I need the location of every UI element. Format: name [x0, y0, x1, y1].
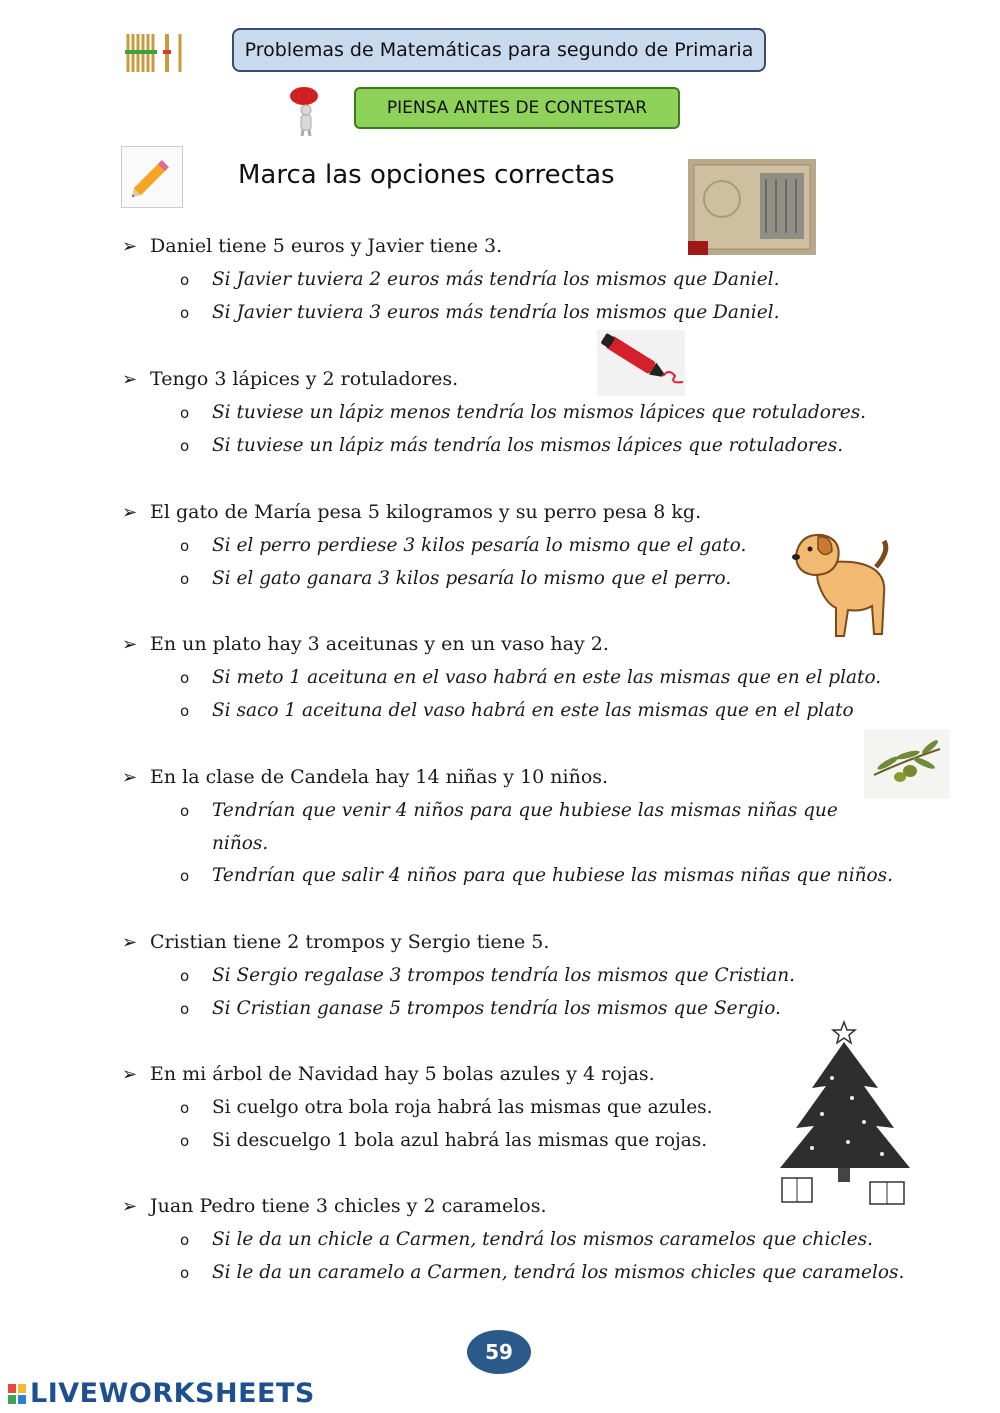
logo-blocks-icon: [8, 1384, 26, 1404]
circle-bullet-icon: o: [180, 537, 190, 555]
circle-bullet-icon: o: [180, 1231, 190, 1249]
page-number: 59: [485, 1340, 513, 1364]
marker-icon: [597, 330, 685, 396]
question-7: [122, 1063, 655, 1085]
question-2-option-1[interactable]: [180, 402, 866, 423]
option-text: Si cuelgo otra bola roja habrá las mismas que azules.: [212, 1097, 713, 1118]
worksheet-title-text: Problemas de Matemáticas para segundo de Primaria: [244, 39, 754, 61]
option-text: Si le da un chicle a Carmen, tendrá los mismos caramelos que chicles.: [212, 1229, 873, 1250]
circle-bullet-icon: o: [180, 1099, 190, 1117]
option-text: Tendrían que venir 4 niños para que hubiese las mismas niñas que niños.: [212, 800, 838, 854]
question-6-statement: Cristian tiene 2 trompos y Sergio tiene 5.: [150, 931, 550, 953]
question-1-option-1[interactable]: [180, 269, 779, 290]
question-5-option-2[interactable]: [180, 865, 893, 886]
option-text: Si Javier tuviera 3 euros más tendría los mismos que Daniel.: [212, 302, 780, 323]
question-8: [122, 1195, 547, 1217]
question-4-statement: En un plato hay 3 aceitunas y en un vaso hay 2.: [150, 633, 609, 655]
circle-bullet-icon: o: [180, 702, 190, 720]
option-text: Si le da un caramelo a Carmen, tendrá los mismos chicles que caramelos.: [212, 1262, 905, 1283]
arrow-bullet-icon: ➢: [122, 502, 138, 523]
question-3-option-2[interactable]: [180, 568, 731, 589]
option-text: Si el gato ganara 3 kilos pesaría lo mismo que el perro.: [212, 568, 732, 589]
question-5: [122, 766, 608, 788]
question-1-statement: Daniel tiene 5 euros y Javier tiene 3.: [150, 235, 503, 257]
option-text: Tendrían que salir 4 niños para que hubiese las mismas niñas que niños.: [212, 865, 894, 886]
option-text: Si Sergio regalase 3 trompos tendría los mismos que Cristian.: [212, 965, 796, 986]
circle-bullet-icon: o: [180, 1132, 190, 1150]
question-8-option-1[interactable]: [180, 1229, 873, 1250]
question-6-option-2[interactable]: [180, 998, 781, 1019]
dog-icon: [788, 527, 896, 639]
question-4-option-2[interactable]: [180, 700, 854, 721]
question-2-statement: Tengo 3 lápices y 2 rotuladores.: [150, 368, 459, 390]
arrow-bullet-icon: ➢: [122, 634, 138, 655]
option-text: Si meto 1 aceituna en el vaso habrá en este las mismas que en el plato.: [212, 667, 882, 688]
circle-bullet-icon: o: [180, 437, 190, 455]
olive-branch-icon: [864, 729, 950, 799]
euro-banknote-icon: [688, 159, 816, 255]
option-text: Si tuviese un lápiz más tendría los mismos lápices que rotuladores.: [212, 435, 844, 456]
question-4: [122, 633, 609, 655]
think-before-answering-banner: [354, 87, 680, 129]
question-1: [122, 235, 502, 257]
circle-bullet-icon: o: [180, 304, 190, 322]
circle-bullet-icon: o: [180, 404, 190, 422]
option-text: Si Javier tuviera 2 euros más tendría los mismos que Daniel.: [212, 269, 780, 290]
question-3-statement: El gato de María pesa 5 kilogramos y su perro pesa 8 kg.: [150, 501, 702, 523]
option-text: Si tuviese un lápiz menos tendría los mismos lápices que rotuladores.: [212, 402, 867, 423]
thinking-person-icon: [286, 86, 326, 136]
question-5-statement: En la clase de Candela hay 14 niñas y 10 niños.: [150, 766, 609, 788]
logo-text: LIVEWORKSHEETS: [30, 1378, 315, 1409]
christmas-tree-icon: [752, 1018, 940, 1210]
arrow-bullet-icon: ➢: [122, 932, 138, 953]
worksheet-title: [232, 28, 766, 72]
pencil-icon: [121, 146, 183, 208]
option-text: Si el perro perdiese 3 kilos pesaría lo mismo que el gato.: [212, 535, 747, 556]
question-6: [122, 931, 549, 953]
question-7-option-1[interactable]: [180, 1097, 713, 1118]
arrow-bullet-icon: ➢: [122, 1196, 138, 1217]
circle-bullet-icon: o: [180, 271, 190, 289]
arrow-bullet-icon: ➢: [122, 236, 138, 257]
question-3: [122, 501, 701, 523]
option-text: Si Cristian ganase 5 trompos tendría los mismos que Sergio.: [212, 998, 781, 1019]
question-2: [122, 368, 458, 390]
question-8-statement: Juan Pedro tiene 3 chicles y 2 caramelos.: [150, 1195, 547, 1217]
instructions-heading: Marca las opciones correctas: [238, 160, 615, 190]
question-4-option-1[interactable]: [180, 667, 881, 688]
liveworksheets-logo: [8, 1378, 315, 1409]
question-3-option-1[interactable]: [180, 535, 746, 556]
question-2-option-2[interactable]: [180, 435, 843, 456]
page-number-badge: [467, 1330, 531, 1374]
circle-bullet-icon: o: [180, 867, 190, 885]
option-text: Si saco 1 aceituna del vaso habrá en este las mismas que en el plato: [212, 700, 854, 721]
question-7-statement: En mi árbol de Navidad hay 5 bolas azules y 4 rojas.: [150, 1063, 655, 1085]
circle-bullet-icon: o: [180, 1000, 190, 1018]
arrow-bullet-icon: ➢: [122, 1064, 138, 1085]
circle-bullet-icon: o: [180, 570, 190, 588]
think-before-answering-text: PIENSA ANTES DE CONTESTAR: [386, 98, 648, 118]
arrow-bullet-icon: ➢: [122, 767, 138, 788]
question-7-option-2[interactable]: [180, 1130, 707, 1151]
question-1-option-2[interactable]: [180, 302, 779, 323]
circle-bullet-icon: o: [180, 802, 190, 820]
circle-bullet-icon: o: [180, 669, 190, 687]
question-8-option-2[interactable]: [180, 1262, 904, 1283]
question-6-option-1[interactable]: [180, 965, 795, 986]
option-text: Si descuelgo 1 bola azul habrá las mismas que rojas.: [212, 1130, 708, 1151]
abacus-sticks-icon: [124, 30, 190, 74]
circle-bullet-icon: o: [180, 1264, 190, 1282]
question-5-option-1[interactable]: [180, 794, 862, 860]
arrow-bullet-icon: ➢: [122, 369, 138, 390]
circle-bullet-icon: o: [180, 967, 190, 985]
